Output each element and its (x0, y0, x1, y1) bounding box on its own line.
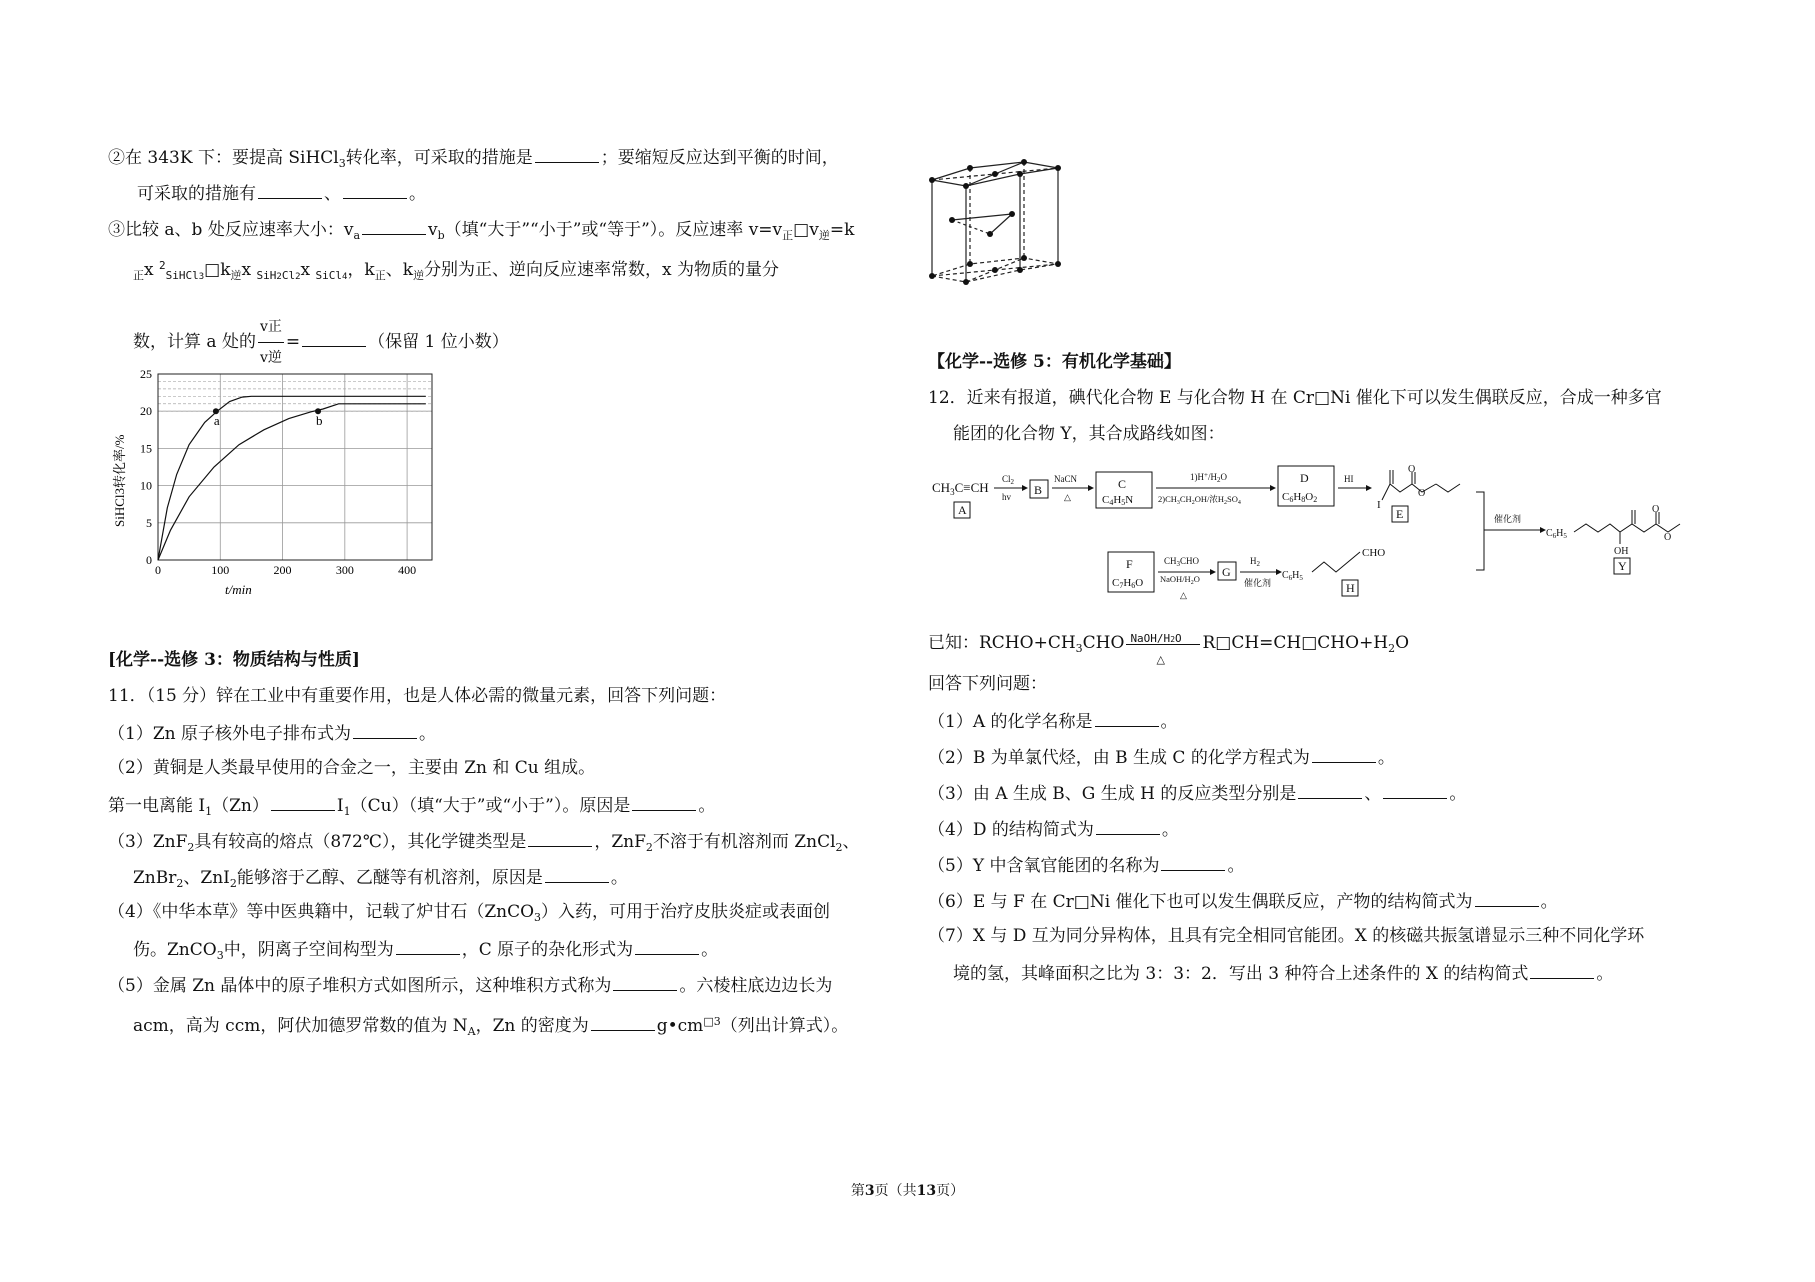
q12-part5: （5）Y 中含氧官能团的名称为 。 (928, 852, 1244, 878)
svg-text:C4H5N: C4H5N (1102, 494, 1134, 507)
point-label-b: b (316, 413, 323, 429)
svg-text:C: C (1118, 477, 1127, 491)
svg-text:Cl2: $Cl_2$ (1002, 474, 1015, 486)
q3-line2: $_正$x $2SiHCl3□k_逆x$ $_{SiH2Cl2}$x $_{SiCl4}$，$k_正$、$k_逆$分别为正、逆向反应速率常数，x 为物质的量分 (133, 259, 780, 282)
svg-text:C7H6O: C7H6O (1112, 577, 1144, 590)
known-reaction: 已知：$RCHO+CH_3CHO$ NaOH/H2O △ $R□CH=CH□CHO+H_2O$ (928, 631, 1410, 666)
label-g: G (1222, 565, 1231, 579)
q11-part2: （2）黄铜是人类最早使用的合金之一，主要由 Zn 和 Cu 组成。 (108, 758, 596, 778)
q11-part3: （3）ZnF$_2$具有较高的熔点（872℃），其化学键类型是 ，ZnF$_2$不溶于有机溶剂而 ZnCl$_2$、 (108, 828, 860, 860)
answer-blank[interactable] (362, 216, 426, 235)
svg-text:NaOH/H2O: NaOH/$H_2O$ (1160, 574, 1200, 586)
svg-text:C6H5: $C_6H_5$ (1546, 528, 1567, 540)
svg-text:CH3CHO: $CH_3CHO$ (1164, 556, 1200, 568)
answer-blank[interactable] (591, 1012, 655, 1031)
q12-part7: （7）X 与 D 互为同分异构体，且具有完全相同官能团。X 的核磁共振氢谱显示三种不同化学环 (928, 926, 1645, 946)
label-e: E (1396, 507, 1404, 521)
svg-text:O: O (1408, 464, 1416, 475)
svg-text:1)H+/H2O: $1)H^+/H_2O$ (1190, 471, 1227, 484)
svg-text:△: △ (1180, 590, 1187, 600)
q12-part3: （3）由 A 生成 B、G 生成 H 的反应类型分别是 、 。 (928, 780, 1466, 806)
section3-title: [化学--选修 3：物质结构与性质] (108, 650, 360, 670)
q2-line2: 可采取的措施有 、 。 (137, 180, 426, 206)
y-tick-label: 25 (140, 367, 152, 381)
series-line (158, 404, 426, 560)
answer-blank[interactable] (302, 328, 366, 347)
answer-blank[interactable] (528, 828, 592, 847)
svg-text:O: O (1664, 532, 1672, 543)
x-tick-label: 100 (211, 563, 230, 577)
answer-blank[interactable] (545, 864, 609, 883)
q12-part6: （6）E 与 F 在 Cr□Ni 催化下也可以发生偶联反应，产物的结构简式为 。 (928, 888, 1558, 914)
label-a: A (958, 503, 967, 517)
answer-blank[interactable] (1298, 780, 1362, 799)
svg-text:F: F (1126, 557, 1133, 571)
svg-text:CH3C≡CH: $CH_3C\equiv CH$ (932, 480, 989, 497)
x-axis-label: t/min (225, 582, 252, 597)
q3-line3: 数，计算 a 处的 $\frac{\text{v正}}{\text{v逆}}$ = （保留 1 位小数） (133, 312, 509, 373)
label-b: B (1034, 483, 1043, 497)
velocity-ratio: $\frac{\text{v正}}{\text{v逆}}$ (258, 312, 284, 373)
y-tick-label: 10 (140, 478, 152, 493)
point-label-a: a (213, 413, 220, 429)
y-tick-label: 5 (146, 515, 152, 530)
svg-text:C6H5: $C_6H_5$ (1282, 570, 1303, 582)
q11-part5: （5）金属 Zn 晶体中的原子堆积方式如图所示，这种堆积方式称为 。六棱柱底边边长为 (108, 972, 832, 998)
answer-blank[interactable] (1383, 780, 1447, 799)
x-tick-label: 300 (335, 563, 354, 577)
q12-stem-line2: 能团的化合物 Y，其合成路线如图： (953, 424, 1225, 444)
answer-prompt: 回答下列问题： (928, 674, 1047, 694)
q11-part5-line2: acm，高为 ccm，阿伏加德罗常数的值为 $N_A$，Zn 的密度为 $g•cm^{□3}$（列出计算式）。 (133, 1010, 848, 1044)
q12-part4: （4）D 的结构简式为 。 (928, 816, 1179, 842)
q11-part4: （4）《中华本草》等中医典籍中，记载了炉甘石（ZnCO$_3$）入药，可用于治疗皮肤炎症或表面创 (108, 902, 831, 924)
svg-text:H2: $H_2$ (1250, 556, 1260, 568)
q12-part2: （2）B 为单氯代烃，由 B 生成 C 的化学方程式为 。 (928, 744, 1395, 770)
answer-blank[interactable] (1095, 708, 1159, 727)
svg-text:hv: hv (1002, 492, 1011, 502)
answer-blank[interactable] (1312, 744, 1376, 763)
x-tick-label: 200 (273, 563, 292, 577)
svg-text:D: D (1300, 471, 1309, 485)
q12-part1: （1）A 的化学名称是 。 (928, 708, 1178, 734)
svg-text:2)CH3CH2OH/浓H2SO4: $2)CH_3CH_2OH/$浓$H_2SO_4$ (1158, 494, 1241, 506)
answer-blank[interactable] (353, 720, 417, 739)
y-tick-label: 15 (140, 441, 152, 456)
answer-blank[interactable] (632, 792, 696, 811)
svg-text:催化剂: 催化剂 (1494, 514, 1522, 524)
q11-part1: （1）Zn 原子核外电子排布式为 。 (108, 720, 436, 746)
hexagonal-crystal-figure (928, 148, 1068, 298)
q11-stem: 11．（15 分）锌在工业中有重要作用，也是人体必需的微量元素，回答下列问题： (108, 686, 727, 706)
x-tick-label: 400 (398, 563, 417, 577)
svg-text:C6H8O2: C6H8O2 (1282, 491, 1318, 504)
q11-part2b: 第一电离能 $I_1(Zn)$ $I_1(Cu)$（填“大于”或“小于”）。原因是 。 (108, 792, 715, 824)
q12-stem: 12．近来有报道，碘代化合物 E 与化合物 H 在 Cr□Ni 催化下可以发生偶联反应，合成一种多官 (928, 388, 1662, 408)
svg-text:催化剂: 催化剂 (1244, 578, 1272, 588)
svg-text:OH: OH (1614, 546, 1629, 557)
q11-part3-line2: ZnBr$_2$、ZnI$_2$能够溶于乙醇、乙醚等有机溶剂，原因是 。 (133, 864, 628, 896)
answer-blank[interactable] (396, 936, 460, 955)
label-h: H (1346, 581, 1355, 595)
svg-text:NaCN: NaCN (1054, 474, 1077, 484)
answer-blank[interactable] (1096, 816, 1160, 835)
answer-blank[interactable] (271, 792, 335, 811)
answer-blank[interactable] (613, 972, 677, 991)
y-tick-label: 20 (140, 404, 152, 419)
q12-part7-line2: 境的氢，其峰面积之比为 3：3：2．写出 3 种符合上述条件的 X 的结构简式 。 (953, 960, 1613, 986)
y-tick-label: 0 (146, 553, 152, 567)
svg-text:O: O (1652, 504, 1660, 515)
page-footer: 第3页（共13页） (850, 1183, 965, 1199)
conversion-chart (108, 362, 448, 612)
plot-frame (158, 374, 432, 560)
svg-text:CHO: CHO (1362, 547, 1386, 559)
x-tick-label: 0 (155, 563, 161, 577)
answer-blank[interactable] (343, 180, 407, 199)
section5-title: 【化学--选修 5：有机化学基础】 (928, 352, 1181, 372)
q2-line1: ②在 343K 下：要提高 SiHCl$_3$转化率，可采取的措施是 ；要缩短反应达到平衡的时间， (108, 144, 839, 176)
answer-blank[interactable] (535, 144, 599, 163)
q3-line1: ③比较 a、b 处反应速率大小：$v_a$ $v_b$（填“大于”“小于”或“等于”）。反应速率 $v=v_正□v_逆=k$ (108, 216, 854, 248)
label-y: Y (1618, 559, 1627, 573)
y-axis-label: SiHCl3转化率/% (112, 434, 127, 527)
svg-text:O: O (1418, 488, 1426, 499)
answer-blank[interactable] (1475, 888, 1539, 907)
synthesis-route-scheme (928, 462, 1688, 602)
q11-part4-line2: 伤。ZnCO$_3$中，阴离子空间构型为 ，C 原子的杂化形式为 。 (133, 936, 718, 968)
svg-text:△: △ (1064, 492, 1071, 502)
answer-blank[interactable] (635, 936, 699, 955)
series-line (158, 396, 426, 560)
svg-text:I: I (1377, 499, 1381, 511)
svg-text:HI: HI (1344, 474, 1354, 484)
reaction-arrow: NaOH/H2O △ (1124, 634, 1202, 654)
answer-blank[interactable] (1530, 960, 1594, 979)
answer-blank[interactable] (1161, 852, 1225, 871)
answer-blank[interactable] (258, 180, 322, 199)
